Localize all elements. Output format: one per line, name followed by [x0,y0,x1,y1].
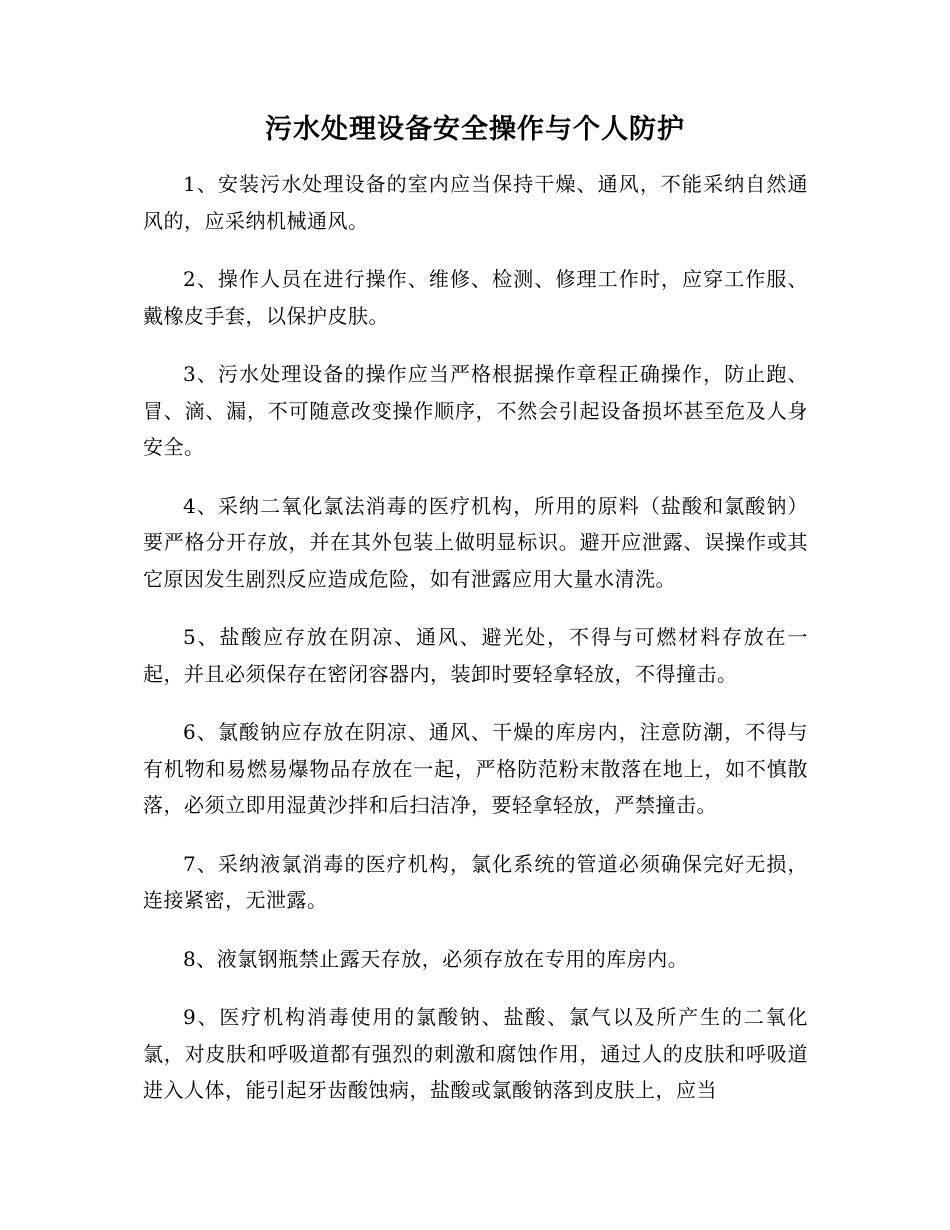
paragraph-7: 7、采纳液氯消毒的医疗机构，氯化系统的管道必须确保完好无损，连接紧密，无泄露。 [143,851,808,912]
paragraph-4: 4、采纳二氧化氯法消毒的医疗机构，所用的原料（盐酸和氯酸钠）要严格分开存放，并在其外包装上做明显标识。避开应泄露、误操作或其它原因发生剧烈反应造成危险，如有泄露应用大量水清洗。 [143,493,808,591]
paragraph-6: 6、氯酸钠应存放在阴凉、通风、干燥的库房内，注意防潮，不得与有机物和易燃易爆物品存放在一起，严格防范粉末散落在地上，如不慎散落，必须立即用湿黄沙拌和后扫洁净，要轻拿轻放，严禁撞击。 [143,720,808,817]
document-body [143,166,808,1131]
paragraph-9: 9、医疗机构消毒使用的氯酸钠、盐酸、氯气以及所产生的二氧化氯，对皮肤和呼吸道都有强烈的刺激和腐蚀作用，通过人的皮肤和呼吸道进入人体，能引起牙齿酸蚀病，盐酸或氯酸钠落到皮肤上，应当 [143,1005,808,1102]
paragraph-5: 5、盐酸应存放在阴凉、通风、避光处，不得与可燃材料存放在一起，并且必须保存在密闭容器内，装卸时要轻拿轻放，不得撞击。 [143,625,808,686]
paragraph-8: 8、液氯钢瓶禁止露天存放，必须存放在专用的库房内。 [183,946,689,971]
document-title: 污水处理设备安全操作与个人防护 [265,114,685,145]
paragraph-3: 3、污水处理设备的操作应当严格根据操作章程正确操作，防止跑、冒、滴、漏，不可随意改变操作顺序，不然会引起设备损坏甚至危及人身安全。 [143,362,808,459]
paragraph-2: 2、操作人员在进行操作、维修、检测、修理工作时，应穿工作服、戴橡皮手套，以保护皮肤。 [143,267,808,328]
paragraph-1: 1、安装污水处理设备的室内应当保持干燥、通风，不能采纳自然通风的，应采纳机械通风。 [143,172,808,233]
